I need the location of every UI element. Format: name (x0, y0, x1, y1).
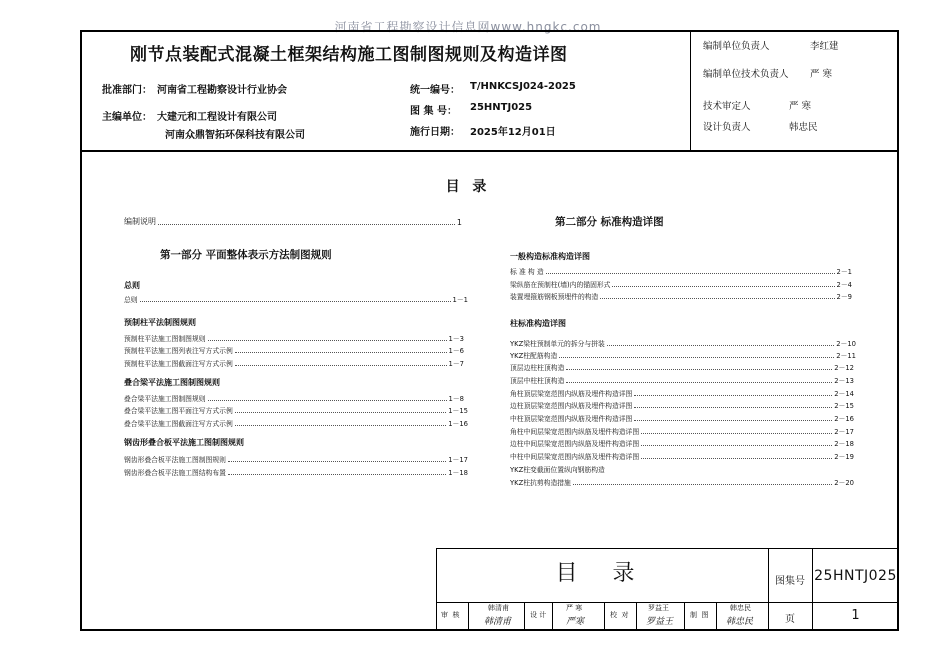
section-title: 总则 (124, 281, 140, 290)
code-value: T/HNKCSJ024-2025 (470, 81, 576, 92)
toc-title: 目 录 (445, 179, 491, 195)
signature: 韩忠民 (726, 617, 754, 627)
toc-entry: 标 准 构 造 2－1 (510, 268, 852, 276)
document-title: 刚节点装配式混凝土框架结构施工图制图规则及构造详图 (130, 45, 568, 65)
section-title: 钢齿形叠合板平法施工图制图规则 (124, 438, 244, 447)
signer-name: 罗益王 (648, 604, 669, 612)
part2-title: 第二部分 标准构造详图 (555, 216, 664, 228)
role-name: 韩忠民 (789, 122, 818, 133)
toc-entry: 叠合梁平法施工图制图规则 1－8 (124, 395, 464, 403)
sign-cell-divider (552, 602, 553, 631)
toc-entry: 顶层中柱柱顶构造 2－13 (510, 377, 854, 385)
sign-row-label: 制 图 (690, 611, 709, 619)
signature: 严寒 (566, 617, 585, 627)
code-label: 统一编号： (410, 85, 460, 96)
toc-entry: 预制柱平法施工图截面注写方式示例 1－7 (124, 360, 464, 368)
atlas-label: 图 集 号： (410, 106, 457, 117)
sign-cell-divider (716, 602, 717, 631)
signature: 罗益王 (646, 617, 674, 627)
sign-cell-divider (604, 602, 605, 631)
role-label: 编制单位负责人 (703, 41, 770, 52)
header-vertical-divider (690, 30, 691, 150)
toc-entry: 边柱顶层梁宽范围内纵筋及埋件构造详图 2－15 (510, 402, 854, 410)
page-label: 页 (785, 614, 795, 625)
sign-row-label: 审 核 (441, 611, 460, 619)
sign-row-label: 设 计 (530, 611, 547, 619)
atlas-number-label: 图集号 (775, 576, 805, 587)
watermark: 河南省工程勘察设计信息网www.hngkc.com (334, 20, 602, 34)
date-value: 2025年12月01日 (470, 127, 556, 138)
approve-value: 河南省工程勘察设计行业协会 (157, 85, 287, 96)
toc-entry: 角柱中间层梁宽范围内纵筋及埋件构造详图 2－17 (510, 428, 854, 436)
toc-entry: 编制说明 1 (124, 217, 462, 227)
atlas-value: 25HNTJ025 (470, 102, 533, 113)
sign-cell-divider (524, 602, 525, 631)
role-label: 技术审定人 (703, 101, 751, 112)
toc-entry: 钢齿形叠合板平法施工图结构布置 1－18 (124, 469, 468, 477)
title-block-title: 目 录 (555, 561, 649, 586)
date-label: 施行日期： (410, 127, 460, 138)
sign-row-label: 校 对 (610, 611, 629, 619)
section-title: 预制柱平法制图规则 (124, 318, 196, 327)
editor-value-1: 大建元和工程设计有限公司 (157, 112, 277, 123)
toc-entry: YKZ梁柱预制单元的拆分与拼装 2－10 (510, 340, 856, 348)
section-title: 柱标准构造详图 (510, 319, 566, 328)
toc-entry: 角柱顶层梁宽范围内纵筋及埋件构造详图 2－14 (510, 390, 854, 398)
editor-label: 主编单位： (102, 112, 152, 123)
toc-entry: 顶层边柱柱顶构造 2－12 (510, 364, 854, 372)
editor-value-2: 河南众鼎智拓环保科技有限公司 (165, 130, 305, 141)
approve-label: 批准部门： (102, 85, 152, 96)
toc-entry: 中柱中间层梁宽范围内纵筋及埋件构造详图 2－19 (510, 453, 854, 461)
toc-entry: 预制柱平法施工图列表注写方式示例 1－6 (124, 347, 464, 355)
toc-entry: 钢齿形叠合板平法施工图制图规则 1－17 (124, 456, 468, 464)
sign-cell-divider (636, 602, 637, 631)
sign-cell-divider (468, 602, 469, 631)
signature: 韩清甫 (484, 617, 512, 627)
atlas-number-value: 25HNTJ025 (814, 568, 897, 584)
toc-entry: 叠合梁平法施工图截面注写方式示例 1－16 (124, 420, 468, 428)
header-divider (80, 150, 899, 152)
signer-name: 韩忠民 (730, 604, 751, 612)
role-name: 李红建 (810, 41, 839, 52)
signer-name: 韩清甫 (488, 604, 509, 612)
sign-cell-divider (684, 602, 685, 631)
section-title: 一般构造标准构造详图 (510, 252, 590, 261)
role-label: 设计负责人 (703, 122, 751, 133)
page-number: 1 (851, 608, 860, 623)
role-name: 严 寒 (789, 101, 812, 112)
toc-entry: YKZ柱抗剪构造措施 2－20 (510, 479, 854, 487)
toc-entry: 预制柱平法施工图制图规则 1－3 (124, 335, 464, 343)
role-label: 编制单位技术负责人 (703, 69, 789, 80)
toc-entry: YKZ柱变截面位置纵向钢筋构造 (510, 466, 605, 474)
toc-entry: 边柱中间层梁宽范围内纵筋及埋件构造详图 2－18 (510, 440, 854, 448)
section-title: 叠合梁平法施工图制图规则 (124, 378, 220, 387)
toc-entry: YKZ柱配筋构造 2－11 (510, 352, 856, 360)
signer-name: 严 寒 (566, 604, 583, 612)
toc-entry: 总则 1－1 (124, 296, 468, 304)
role-name: 严 寒 (810, 69, 833, 80)
toc-entry: 叠合梁平法施工图平面注写方式示例 1－15 (124, 407, 468, 415)
toc-entry: 中柱顶层梁宽范围内纵筋及埋件构造详图 2－16 (510, 415, 854, 423)
part1-title: 第一部分 平面整体表示方法制图规则 (160, 249, 332, 261)
toc-entry: 装置埋箍筋钢板预埋件的构造 2－9 (510, 293, 852, 301)
toc-entry: 梁纵筋在预制柱(墙)内的锚固形式 2－4 (510, 281, 852, 289)
title-block-vline (768, 548, 769, 631)
